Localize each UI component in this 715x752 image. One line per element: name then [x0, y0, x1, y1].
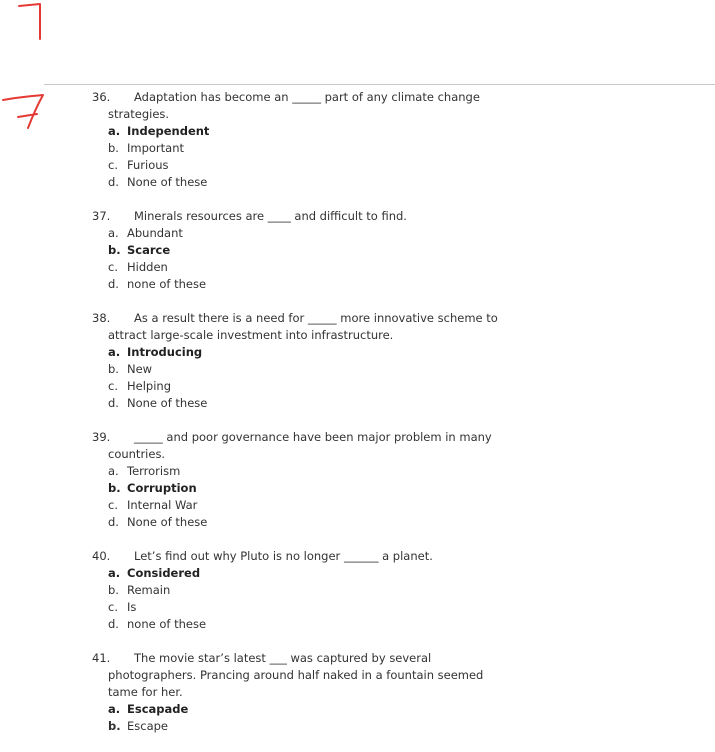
page-divider: [44, 84, 715, 85]
option-letter: a.: [108, 566, 121, 580]
question-number: 38.: [92, 311, 111, 325]
hand-drawn-seven-crossed-icon: [3, 95, 43, 128]
question-text: [92, 650, 562, 667]
question-stem-continuation: photographers. Prancing around half naked in a fountain seemed: [108, 668, 484, 682]
answer-option: [92, 123, 562, 140]
answer-option: [92, 259, 562, 276]
question-text: [92, 310, 562, 327]
option-letter: d.: [108, 277, 119, 291]
option-text: Furious: [127, 158, 169, 172]
question-number: 41.: [92, 651, 111, 665]
option-text: Independent: [127, 124, 210, 138]
option-letter: c.: [108, 158, 118, 172]
answer-option: [92, 616, 562, 633]
answer-option: [92, 582, 562, 599]
question-41: [92, 650, 562, 735]
option-text: none of these: [127, 277, 207, 291]
option-letter: b.: [108, 481, 121, 495]
question-38: [92, 310, 562, 412]
option-text: None of these: [127, 396, 208, 410]
question-stem-continuation: countries.: [108, 447, 166, 461]
question-stem: _____ and poor governance have been major problem in many: [134, 430, 492, 444]
question-40: [92, 548, 562, 633]
answer-option: [92, 718, 562, 735]
question-36: [92, 89, 562, 191]
answer-option: [92, 361, 562, 378]
answer-option: [92, 463, 562, 480]
answer-option: [92, 225, 562, 242]
option-text: New: [127, 362, 153, 376]
option-letter: d.: [108, 617, 119, 631]
option-text: None of these: [127, 515, 208, 529]
question-stem: Adaptation has become an _____ part of any climate change: [134, 90, 480, 104]
option-text: Considered: [127, 566, 201, 580]
option-text: None of these: [127, 175, 208, 189]
question-stem-continuation: tame for her.: [108, 685, 183, 699]
answer-option: [92, 480, 562, 497]
option-letter: d.: [108, 396, 119, 410]
option-text: Helping: [127, 379, 172, 393]
option-text: Introducing: [127, 345, 203, 359]
answer-option: [92, 565, 562, 582]
question-text: [92, 429, 562, 446]
option-letter: c.: [108, 260, 118, 274]
option-text: Internal War: [127, 498, 198, 512]
option-letter: c.: [108, 498, 118, 512]
question-stem-continuation: attract large-scale investment into infrastructure.: [108, 328, 394, 342]
answer-option: [92, 344, 562, 361]
question-list: [92, 89, 562, 752]
question-text: [92, 208, 562, 225]
question-stem: The movie star’s latest ___ was captured by several: [134, 651, 432, 665]
answer-option: [92, 140, 562, 157]
question-stem: As a result there is a need for _____ more innovative scheme to: [134, 311, 498, 325]
option-letter: b.: [108, 243, 121, 257]
option-letter: b.: [108, 141, 119, 155]
answer-option: [92, 514, 562, 531]
option-text: Abundant: [127, 226, 183, 240]
option-text: none of these: [127, 617, 207, 631]
answer-option: [92, 242, 562, 259]
question-stem-continuation: strategies.: [108, 107, 170, 121]
option-letter: b.: [108, 719, 121, 733]
question-stem: Let’s find out why Pluto is no longer ______ a planet.: [134, 549, 433, 563]
hand-drawn-seven-icon: [19, 4, 40, 39]
answer-option: [92, 276, 562, 293]
answer-option: [92, 497, 562, 514]
question-stem: Minerals resources are ____ and difficult to find.: [134, 209, 407, 223]
option-text: Scarce: [127, 243, 171, 257]
question-37: [92, 208, 562, 293]
option-letter: a.: [108, 464, 119, 478]
option-letter: a.: [108, 124, 121, 138]
answer-option: [92, 378, 562, 395]
question-text: [92, 548, 562, 565]
option-letter: d.: [108, 175, 119, 189]
question-text: [92, 89, 562, 106]
option-text: Corruption: [127, 481, 197, 495]
answer-option: [92, 701, 562, 718]
option-text: Escapade: [127, 702, 189, 716]
question-number: 37.: [92, 209, 111, 223]
option-letter: b.: [108, 583, 119, 597]
answer-option: [92, 157, 562, 174]
option-text: Escape: [127, 719, 169, 733]
question-number: 40.: [92, 549, 111, 563]
option-text: Hidden: [127, 260, 168, 274]
option-letter: b.: [108, 362, 119, 376]
question-number: 36.: [92, 90, 111, 104]
option-letter: a.: [108, 702, 121, 716]
option-letter: a.: [108, 226, 119, 240]
question-number: 39.: [92, 430, 111, 444]
option-text: Remain: [127, 583, 171, 597]
option-letter: a.: [108, 345, 121, 359]
answer-option: [92, 395, 562, 412]
option-text: Terrorism: [127, 464, 181, 478]
option-letter: d.: [108, 515, 119, 529]
question-39: [92, 429, 562, 531]
option-letter: c.: [108, 600, 118, 614]
option-text: Important: [127, 141, 185, 155]
option-letter: c.: [108, 379, 118, 393]
option-text: Is: [127, 600, 137, 614]
answer-option: [92, 174, 562, 191]
answer-option: [92, 599, 562, 616]
